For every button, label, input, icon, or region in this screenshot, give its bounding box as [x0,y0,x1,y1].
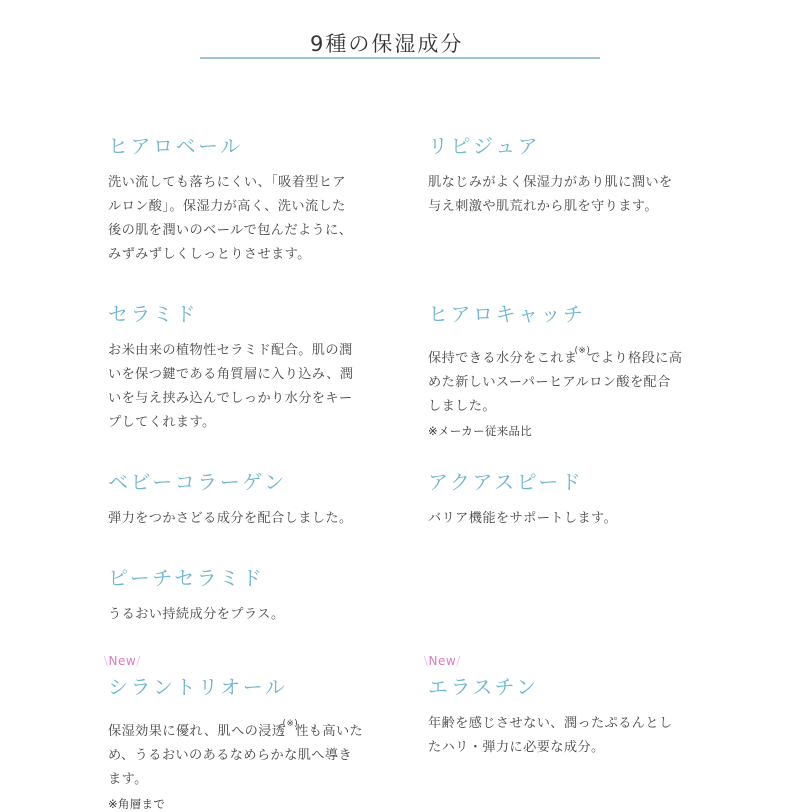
ingredient-ceramide [108,298,398,435]
ingredient-baby-collagen [108,466,398,531]
ingredient-description: 保持できる水分をこれま(※)でより格段に高 めた新しいスーパーヒアルロン酸を配合 しました。 [428,346,683,414]
ingredient-description: 肌なじみがよく保湿力があり肌に潤いを 与え刺激や肌荒れから肌を守ります。 [428,175,673,214]
ingredient-description: 年齢を感じさせない、潤ったぷるんとし たハリ・弾力に必要な成分。 [428,716,673,755]
new-badge: \New/ [104,654,141,668]
ingredient-name: シラントリオール [108,675,288,699]
ingredient-hyaloveil [108,130,398,267]
ingredient-name: ヒアロベール [108,134,243,158]
ingredient-description: うるおい持続成分をプラス。 [108,607,285,622]
ingredient-hyalocatch [428,298,718,439]
ingredient-name: セラミド [108,302,198,326]
ingredient-elastin [424,654,718,760]
ingredient-aquaspeed [428,466,718,531]
new-badge: \New/ [424,654,461,668]
footnote: ※角層まで [108,797,166,811]
ingredient-lipidure [428,130,718,219]
ingredient-name: リピジュア [428,134,541,158]
ingredient-description: お米由来の植物性セラミド配合。肌の潤 いを保つ鍵である角質層に入り込み、潤 いを与え挟み込んでしっかり水分をキー プしてくれます。 [108,343,354,430]
ingredient-description: バリア機能をサポートします。 [428,511,618,526]
footnote-mark: (※) [574,346,591,356]
ingredient-name: ピーチセラミド [108,566,265,590]
footnote-mark: (※) [282,719,299,729]
ingredient-description: 洗い流しても落ちにくい、「吸着型ヒア ルロン酸」。保湿力が高く、洗い流した 後の肌を潤いのベールで包んだように、 みずみずしくしっとりさせます。 [108,175,353,262]
ingredient-name: ベビーコラーゲン [108,470,287,494]
footnote: ※メーカー従来品比 [428,424,533,438]
ingredient-description: 弾力をつかさどる成分を配合しました。 [108,511,353,526]
ingredient-peach-ceramide [108,562,398,627]
ingredient-name: エラスチン [428,675,539,699]
ingredient-description: 保湿効果に優れ、肌への浸透(※)性も高いた め、うるおいのあるなめらかな肌へ導き ます。 [108,719,364,787]
ingredient-silanetriol [104,654,398,812]
page-title: 9種の保湿成分 [310,32,464,56]
title-underline [200,57,600,59]
ingredient-name: ヒアロキャッチ [428,302,586,326]
ingredient-name: アクアスピード [428,470,584,494]
